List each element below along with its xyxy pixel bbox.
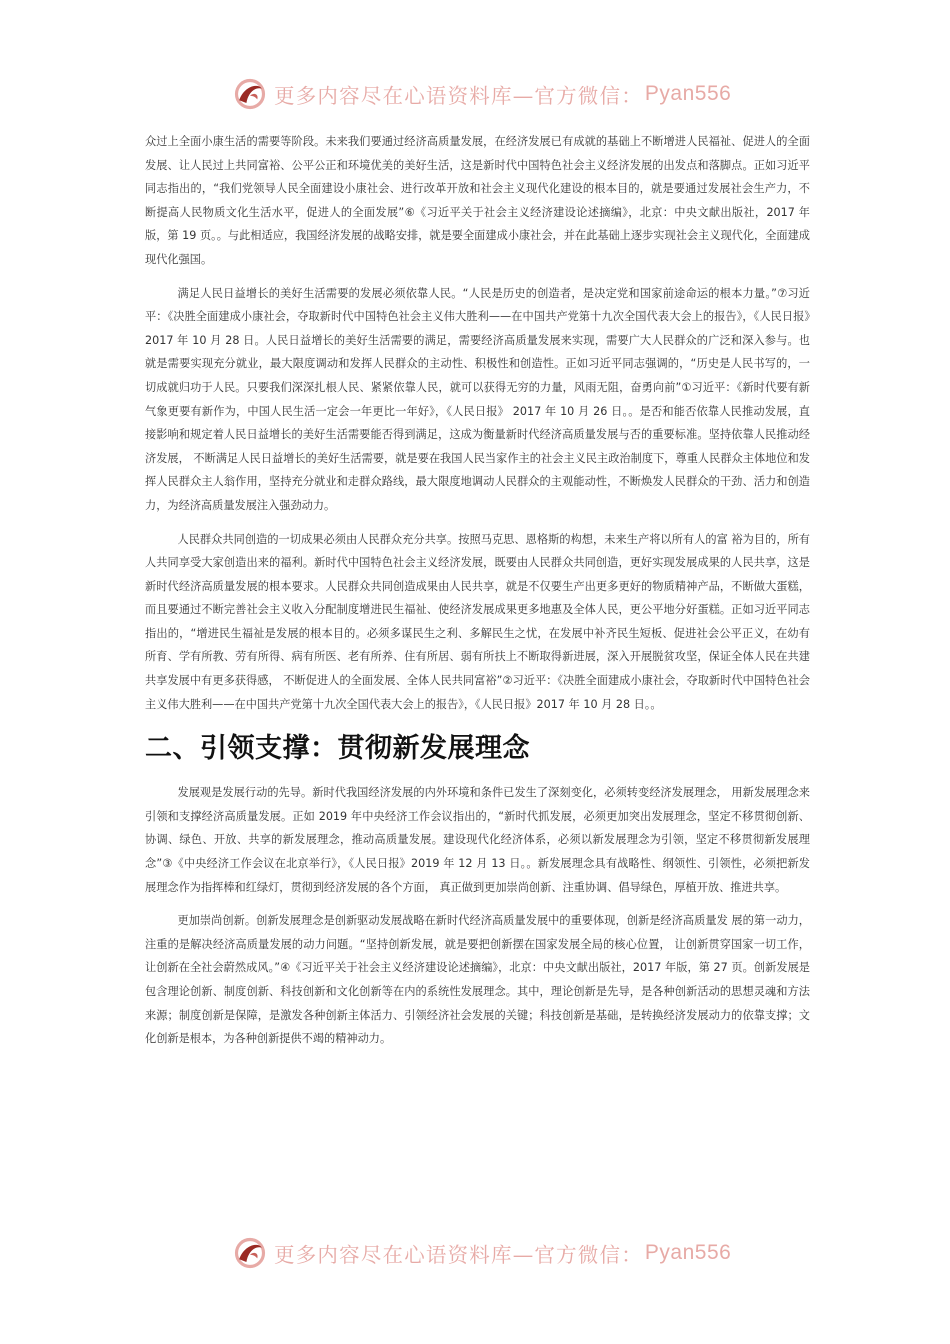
footer-banner-content	[232, 1235, 731, 1271]
document-body	[145, 130, 810, 1051]
section-heading: 二、引领支撑：贯彻新发展理念	[145, 733, 530, 765]
footer-banner	[0, 1231, 950, 1275]
header-banner-content	[232, 76, 731, 112]
header-wechat-id: Pyan556	[644, 82, 732, 105]
header-banner-text: 更多内容尽在心语资料库—官方微信：	[274, 84, 643, 108]
header-banner	[0, 72, 950, 116]
body-paragraph: 人民群众共同创造的一切成果必须由人民群众充分共享。按照马克思、恩格斯的构想，未来生产将以所有人的富 裕为目的，所有人共同享受大家创造出来的福利。新时代中国特色社会主义经济发展，既要由人民群众共同创造，更好实现发展成果的人民共享，这是新时代经济高质量发展的根本要求。人民群众共同创造成果由人民共享，就是不仅要生产出更多更好的物质精神产品，不断做大蛋糕，而且要通过不断完善社会主义收入分配制度增进民生福祉、使经济发展成果更多地惠及全体人民，更公平地分好蛋糕。正如习近平同志指出的，“增进民生福祉是发展的根本目的。必须多谋民生之利、多解民生之忧，在发展中补齐民生短板、促进社会公平正义，在幼有所育、学有所教、劳有所得、病有所医、老有所养、住有所居、弱有所扶上不断取得新进展，深入开展脱贫攻坚，保证全体人民在共建共享发展中有更多获得感， 不断促进人的全面发展、全体人民共同富裕”②习近平：《决胜全面建成小康社会，夺取新时代中国特色社会主义伟大胜利——在中国共产党第十九次全国代表大会上的报告》，《人民日报》2017 年 10 月 28 日。。	[145, 532, 810, 711]
swirl-logo-icon	[232, 76, 268, 112]
body-paragraph: 满足人民日益增长的美好生活需要的发展必须依靠人民。“人民是历史的创造者，是决定党和国家前途命运的根本力量。”⑦习近平：《决胜全面建成小康社会，夺取新时代中国特色社会主义伟大胜利——在中国共产党第十九次全国代表大会上的报告》，《人民日报》2017 年 10 月 28 日。人民日益增长的美好生活需要的满足，需要经济高质量发展来实现，需要广大人民群众的广泛和深入参与。也就是需要实现充分就业，最大限度调动和发挥人民群众的主动性、积极性和创造性。正如习近平同志强调的，“历史是人民书写的，一切成就归功于人民。只要我们深深扎根人民、紧紧依靠人民，就可以获得无穷的力量，风雨无阻，奋勇向前”①习近平：《新时代要有新气象更要有新作为，中国人民生活一定会一年更比一年好》，《人民日报》 2017 年 10 月 26 日。。是否和能否依靠人民推动发展，直接影响和规定着人民日益增长的美好生活需要能否得到满足，这成为衡量新时代经济高质量发展与否的重要标准。坚持依靠人民推动经济发展， 不断满足人民日益增长的美好生活需要，就是要在我国人民当家作主的社会主义民主政治制度下，尊重人民群众主体地位和发挥人民群众主人翁作用，坚持充分就业和走群众路线，最大限度地调动人民群众的主观能动性，不断焕发人民群众的干劲、活力和创造力，为经济高质量发展注入强劲动力。	[145, 286, 810, 512]
body-paragraph: 众过上全面小康生活的需要等阶段。未来我们要通过经济高质量发展，在经济发展已有成就的基础上不断增进人民福祉、促进人的全面发展、让人民过上共同富裕、公平公正和环境优美的美好生活，这是新时代中国特色社会主义经济发展的出发点和落脚点。正如习近平同志指出的，“我们党领导人民全面建设小康社会、进行改革开放和社会主义现代化建设的根本目的，就是要通过发展社会生产力，不断提高人民物质文化生活水平，促进人的全面发展”⑥《习近平关于社会主义经济建设论述摘编》，北京：中央文献出版社，2017 年版，第 19 页。。与此相适应，我国经济发展的战略安排，就是要全面建成小康社会，并在此基础上逐步实现社会主义现代化，全面建成现代化强国。	[145, 135, 810, 266]
footer-banner-text: 更多内容尽在心语资料库—官方微信：	[274, 1243, 643, 1267]
swirl-logo-icon	[232, 1235, 268, 1271]
body-paragraph: 发展观是发展行动的先导。新时代我国经济发展的内外环境和条件已发生了深刻变化，必须转变经济发展理念， 用新发展理念来引领和支撑经济高质量发展。正如 2019 年中央经济工作会议指出的，“新时代抓发展，必须更加突出发展理念，坚定不移贯彻创新、协调、绿色、开放、共享的新发展理念，推动高质量发展。建设现代化经济体系，必须以新发展理念为引领，坚定不移贯彻新发展理念”③《中央经济工作会议在北京举行》，《人民日报》2019 年 12 月 13 日。。新发展理念具有战略性、纲领性、引领性，必须把新发展理念作为指挥棒和红绿灯，贯彻到经济发展的各个方面， 真正做到更加崇尚创新、注重协调、倡导绿色，厚植开放、推进共享。	[145, 786, 810, 894]
body-paragraph: 更加崇尚创新。创新发展理念是创新驱动发展战略在新时代经济高质量发展中的重要体现，创新是经济高质量发 展的第一动力，注重的是解决经济高质量发展的动力问题。“坚持创新发展，就是要把创新摆在国家发展全局的核心位置， 让创新贯穿国家一切工作，让创新在全社会蔚然成风。”④《习近平关于社会主义经济建设论述摘编》，北京：中央文献出版社，2017 年版，第 27 页。创新发展是包含理论创新、制度创新、科技创新和文化创新等在内的系统性发展理念。其中，理论创新是先导，是各种创新活动的思想灵魂和方法来源；制度创新是保障，是激发各种创新主体活力、引领经济社会发展的关键；科技创新是基础，是转换经济发展动力的依靠支撑；文化创新是根本，为各种创新提供不竭的精神动力。	[145, 914, 810, 1046]
footer-wechat-id: Pyan556	[644, 1241, 732, 1264]
